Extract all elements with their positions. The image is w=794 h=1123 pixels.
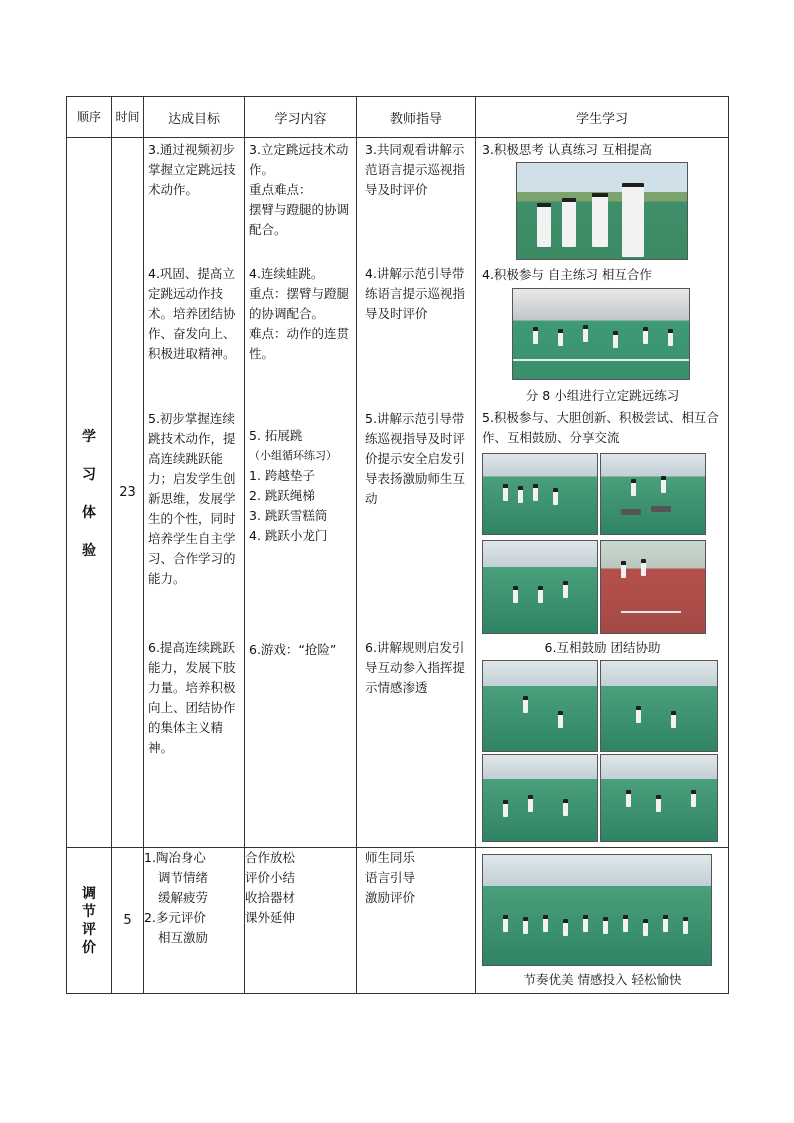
teacher-line: 激励评价: [365, 890, 416, 905]
content-line: 评价小结: [245, 870, 296, 885]
stage-char: 学: [82, 428, 96, 445]
content-line: 4.连续蛙跳。: [249, 266, 324, 281]
goals-review: [144, 848, 245, 994]
content-line: 重点难点：: [249, 182, 312, 197]
photo-game-1: [482, 660, 598, 752]
content-4: [245, 262, 356, 424]
teacher-review: [357, 848, 476, 994]
goal-line: 相互激励: [158, 930, 209, 945]
content-line: 难点：动作的连贯性。: [249, 326, 350, 361]
goals-experience: [144, 138, 245, 848]
goal-4: 4.巩固、提高立定跳远动作技术。培养团结协作、奋发向上、积极进取精神。: [148, 266, 236, 361]
header-teacher: 教师指导: [357, 97, 476, 138]
photo-cone-drill: [482, 540, 598, 634]
photo-game-4: [600, 754, 718, 842]
header-time: 时间: [112, 97, 144, 138]
time-experience: 23: [112, 138, 144, 848]
content-line: 4. 跳跃小龙门: [249, 528, 328, 543]
content-3: [245, 138, 356, 262]
content-line: （小组循环练习）: [249, 449, 337, 462]
header-order: 顺序: [67, 97, 112, 138]
photo-standing-jump: [512, 288, 690, 380]
student-review-caption: 节奏优美 情感投入 轻松愉快: [523, 972, 682, 987]
content-line: 收拾器材: [245, 890, 296, 905]
teacher-line: 师生同乐: [365, 850, 416, 865]
student-review-box: [476, 848, 728, 993]
content-line: 3. 跳跃雪糕筒: [249, 508, 328, 523]
photo-game-3: [482, 754, 598, 842]
goal-3: 3.通过视频初步掌握立定跳远技术动作。: [148, 142, 236, 197]
stage-char: 价: [82, 939, 96, 956]
goal-line: 调节情绪: [158, 870, 209, 885]
stage-char: 习: [82, 466, 96, 483]
content-5: [245, 424, 356, 638]
photo-ladder-drill: [482, 453, 598, 535]
content-line: 2. 跳跃绳梯: [249, 488, 315, 503]
stage-char: 节: [82, 903, 96, 920]
content-line: 重点：摆臂与蹬腿的协调配合。: [249, 286, 350, 321]
teacher-experience: [357, 138, 476, 848]
goal-5: 5.初步掌握连续跳技术动作，提高连续跳跃能力；启发学生创新思维，发展学生的个性，同时培养学生自主学习、合作学习的能力。: [148, 411, 236, 586]
goal-line: 1.陶冶身心: [144, 850, 206, 865]
photo-mat-drill: [600, 453, 706, 535]
header-content: 学习内容: [245, 97, 357, 138]
student-4: 4.积极参与 自主练习 相互合作: [482, 267, 652, 282]
teacher-line: 语言引导: [365, 870, 416, 885]
teacher-3: 3.共同观看讲解示范语言提示巡视指导及时评价: [365, 142, 466, 197]
content-line: 3.立定跳远技术动作。: [249, 142, 349, 177]
review-row: [67, 848, 729, 994]
photo-gate-drill: [600, 540, 706, 634]
student-4-caption: 分 8 小组进行立定跳远练习: [525, 388, 680, 403]
student-5: 5.积极参与、大胆创新、积极尝试、相互合作、互相鼓励、分享交流: [482, 410, 719, 445]
student-3: 3.积极思考 认真练习 互相提高: [482, 142, 652, 157]
photo-video-watch: [516, 162, 688, 260]
teacher-6: 6.讲解规则启发引导互动参入指挥提示情感渗透: [365, 640, 466, 695]
stage-char: 体: [82, 504, 96, 521]
student-6: 6.互相鼓励 团结协助: [544, 640, 661, 655]
stage-char: 验: [82, 542, 96, 559]
content-line: 1. 跨越垫子: [249, 468, 315, 483]
student-column: [476, 138, 728, 847]
goal-line: 缓解疲劳: [158, 890, 209, 905]
student-review: [476, 848, 729, 994]
header-student: 学生学习: [476, 97, 729, 138]
stage-experience: [67, 138, 112, 848]
content-line: 合作放松: [245, 850, 296, 865]
time-review: 5: [112, 848, 144, 994]
content-6: 6.游戏：“抢险”: [249, 642, 337, 657]
student-experience: [476, 138, 729, 848]
contents-experience: [245, 138, 357, 848]
teacher-5: 5.讲解示范引导带练巡视指导及时评价提示安全启发引导表扬激励师生互动: [365, 411, 466, 506]
goal-6: 6.提高连续跳跃能力，发展下肢力量。培养积极向上、团结协作的集体主义精神。: [148, 640, 236, 755]
header-goal: 达成目标: [144, 97, 245, 138]
lesson-plan-table: [66, 96, 729, 994]
goal-line: 2.多元评价: [144, 910, 206, 925]
content-line: 课外延伸: [245, 910, 296, 925]
stage-char: 调: [82, 885, 96, 902]
stage-review: [67, 848, 112, 994]
photo-cooldown: [482, 854, 712, 966]
photo-game-2: [600, 660, 718, 752]
teacher-4: 4.讲解示范引导带练语言提示巡视指导及时评价: [365, 266, 466, 321]
header-row: [67, 97, 729, 138]
stage-char: 评: [82, 921, 96, 938]
content-line: 摆臂与蹬腿的协调配合。: [249, 202, 350, 237]
content-line: 5. 拓展跳: [249, 428, 303, 443]
experience-row: [67, 138, 729, 848]
contents-review: [245, 848, 357, 994]
